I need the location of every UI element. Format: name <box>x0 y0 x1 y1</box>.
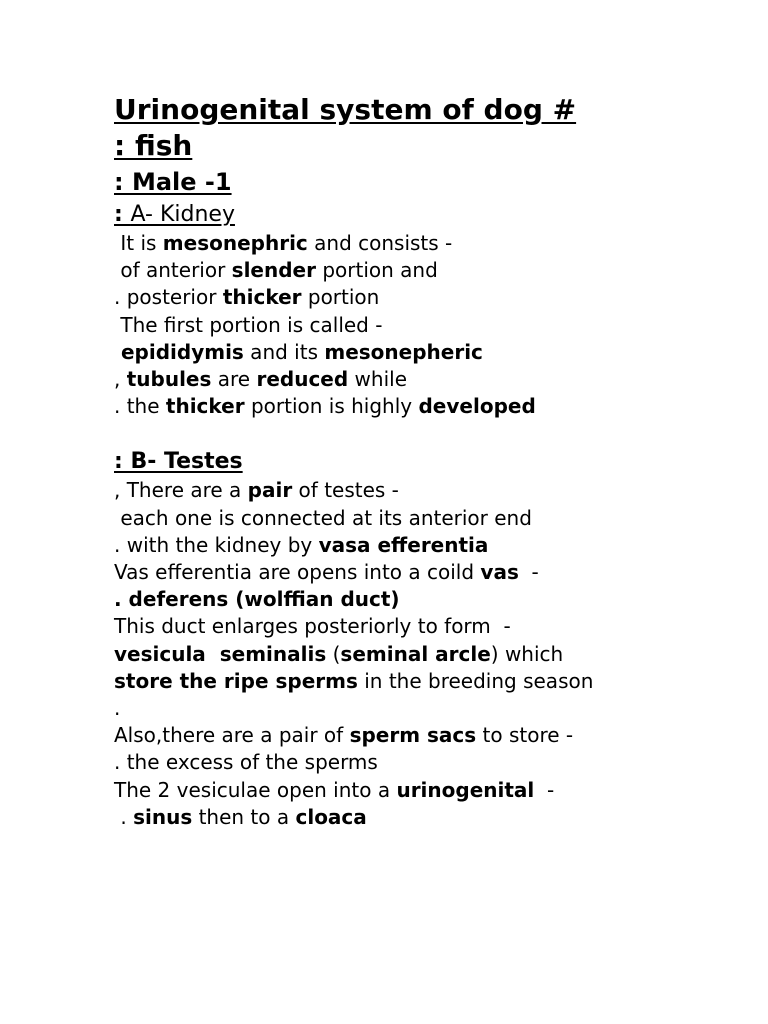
text-line <box>114 257 734 284</box>
text-run: It is <box>114 231 163 255</box>
bold-term: tubules <box>126 367 212 392</box>
document-content <box>114 92 734 831</box>
text-line <box>114 722 734 749</box>
page-title <box>114 92 734 164</box>
bold-term: thicker <box>222 285 302 310</box>
title-line-2: : fish <box>114 129 193 162</box>
text-line <box>114 532 734 559</box>
text-run: portion is highly <box>244 394 419 419</box>
section-heading-male: : Male -1 <box>114 168 232 196</box>
bold-term: epididymis <box>114 339 244 364</box>
kidney-heading-rest: A- Kidney <box>130 202 235 227</box>
text-run: of testes - <box>292 478 399 503</box>
text-run: ( <box>326 641 341 666</box>
text-run: portion and <box>315 258 438 283</box>
bold-term: vasa efferentia <box>318 532 489 557</box>
text-run: . <box>114 804 134 829</box>
bold-term: thicker <box>165 394 245 419</box>
text-run: . posterior <box>114 285 223 310</box>
text-run: , <box>114 367 127 392</box>
text-line <box>114 559 734 586</box>
bold-term: vesicula seminalis <box>114 641 327 666</box>
text-line <box>114 668 734 695</box>
text-line <box>114 586 734 613</box>
bold-term: slender <box>231 258 316 283</box>
text-run: while <box>348 367 407 392</box>
text-line <box>114 613 734 640</box>
text-run: The 2 vesiculae open into a <box>114 777 397 802</box>
bold-term: cloaca <box>295 804 367 829</box>
text-run: portion <box>301 285 380 310</box>
text-line <box>114 641 734 668</box>
text-run: in the breeding season <box>357 668 594 693</box>
bold-term: . deferens (wolffian duct) <box>114 587 400 612</box>
text-line <box>114 366 734 393</box>
text-line <box>114 230 734 257</box>
text-run: . with the kidney by <box>114 532 319 557</box>
text-run: . <box>114 696 121 721</box>
text-line <box>114 312 734 339</box>
text-run: then to a <box>192 804 296 829</box>
text-run: The first portion is called - <box>114 312 383 337</box>
bold-term: sperm sacs <box>349 723 477 748</box>
text-run: each one is connected at its anterior end <box>114 505 532 530</box>
bold-term: reduced <box>256 367 349 392</box>
bold-term: sinus <box>133 804 193 829</box>
title-line-1: Urinogenital system of dog # <box>114 93 577 126</box>
kidney-heading-prefix: : <box>114 202 131 227</box>
kidney-paragraph <box>114 230 734 420</box>
text-line <box>114 477 734 504</box>
text-run: Vas efferentia are opens into a coild <box>114 560 481 585</box>
testes-paragraph <box>114 477 734 831</box>
text-run: - <box>534 777 555 802</box>
bold-term: developed <box>418 394 536 419</box>
bold-term: seminal arcle <box>340 641 491 666</box>
text-line <box>114 393 734 420</box>
text-line <box>114 749 734 776</box>
bold-term: mesonephric <box>162 231 308 255</box>
text-line <box>114 695 734 722</box>
text-run: . the <box>114 394 166 419</box>
subsection-heading-testes: : B- Testes <box>114 449 243 475</box>
text-run: Also,there are a pair of <box>114 723 350 748</box>
bold-term: urinogenital <box>396 777 535 802</box>
text-line <box>114 804 734 831</box>
text-line <box>114 284 734 311</box>
bold-term: vas <box>480 560 519 585</box>
text-run: - <box>518 560 539 585</box>
text-run: . the excess of the sperms <box>114 750 378 775</box>
bold-term: mesonepheric <box>324 339 483 364</box>
text-line <box>114 339 734 366</box>
text-line <box>114 505 734 532</box>
text-line <box>114 777 734 804</box>
text-run: and consists - <box>307 231 453 255</box>
text-run: This duct enlarges posteriorly to form - <box>114 614 511 639</box>
text-run: to store - <box>476 723 574 748</box>
text-run: are <box>211 367 257 392</box>
subsection-heading-kidney <box>114 200 734 230</box>
text-run: ) which <box>490 641 564 666</box>
text-run: and its <box>243 339 325 364</box>
bold-term: store the ripe sperms <box>114 668 358 693</box>
text-run: of anterior <box>114 258 232 283</box>
text-run: , There are a <box>114 478 248 503</box>
bold-term: pair <box>247 478 293 503</box>
